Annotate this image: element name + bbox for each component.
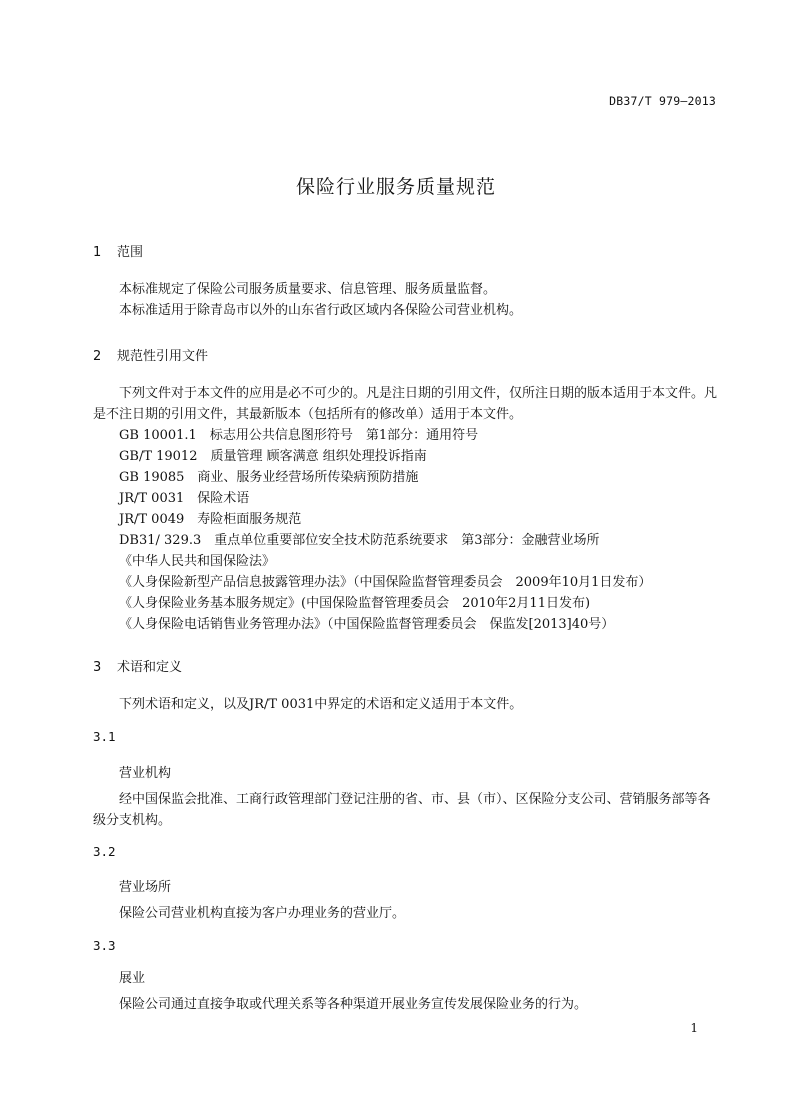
section-2-body — [93, 383, 723, 635]
reference-item: 《人身保险电话销售业务管理办法》（中国保险监督管理委员会 保监发[2013]40号） — [119, 617, 615, 632]
term-name: 展业 — [119, 971, 146, 986]
clause-number: 3.1 — [93, 729, 116, 744]
reference-item: GB/T 19012 质量管理 顾客满意 组织处理投诉指南 — [119, 449, 427, 464]
reference-item: JR/T 0031 保险术语 — [119, 491, 250, 506]
reference-item: 《人身保险新型产品信息披露管理办法》（中国保险监督管理委员会 2009年10月1日发布） — [119, 575, 652, 590]
clause-number: 3.3 — [93, 938, 116, 953]
term-name: 营业场所 — [119, 880, 172, 895]
section-3-intro — [93, 694, 723, 715]
clause-number: 3.2 — [93, 844, 116, 859]
section-title: 规范性引用文件 — [117, 349, 209, 364]
section-2-heading — [93, 345, 723, 364]
paragraph: 本标准适用于除青岛市以外的山东省行政区域内各保险公司营业机构。 — [119, 303, 523, 318]
document-title: 保险行业服务质量规范 — [295, 176, 496, 198]
term-definition: 经中国保监会批准、工商行政管理部门登记注册的省、市、县（市）、区保险分支公司、营销服务部等各级分支机构。 — [93, 792, 711, 828]
section-number: 3 — [93, 660, 102, 675]
section-3-heading — [93, 656, 723, 675]
section-number: 1 — [93, 245, 102, 260]
document-code: DB37/T 979—2013 — [609, 94, 716, 108]
paragraph: 下列术语和定义，以及JR/T 0031中界定的术语和定义适用于本文件。 — [119, 697, 523, 712]
section-1-body — [93, 279, 723, 321]
reference-item: 《人身保险业务基本服务规定》(中国保险监督管理委员会 2010年2月11日发布) — [119, 596, 591, 611]
paragraph: 下列文件对于本文件的应用是必不可少的。凡是注日期的引用文件，仅所注日期的版本适用于本文件。凡是不注日期的引用文件，其最新版本（包括所有的修改单）适用于本文件。 — [93, 386, 718, 422]
section-title: 范围 — [117, 245, 144, 260]
section-number: 2 — [93, 349, 102, 364]
reference-item: GB 10001.1 标志用公共信息图形符号 第1部分：通用符号 — [119, 428, 479, 443]
term-definition: 保险公司通过直接争取或代理关系等各种渠道开展业务宣传发展保险业务的行为。 — [119, 997, 588, 1012]
reference-item: JR/T 0049 寿险柜面服务规范 — [119, 512, 302, 527]
reference-item: DB31/ 329.3 重点单位重要部位安全技术防范系统要求 第3部分：金融营业场所 — [119, 533, 600, 548]
term-name: 营业机构 — [119, 766, 172, 781]
term-definition: 保险公司营业机构直接为客户办理业务的营业厅。 — [119, 906, 406, 921]
section-title: 术语和定义 — [117, 660, 183, 675]
reference-item: GB 19085 商业、服务业经营场所传染病预防措施 — [119, 470, 419, 485]
page-number: 1 — [690, 1021, 698, 1035]
section-1-heading — [93, 241, 723, 260]
paragraph: 本标准规定了保险公司服务质量要求、信息管理、服务质量监督。 — [119, 282, 497, 297]
reference-item: 《中华人民共和国保险法》 — [119, 554, 276, 569]
